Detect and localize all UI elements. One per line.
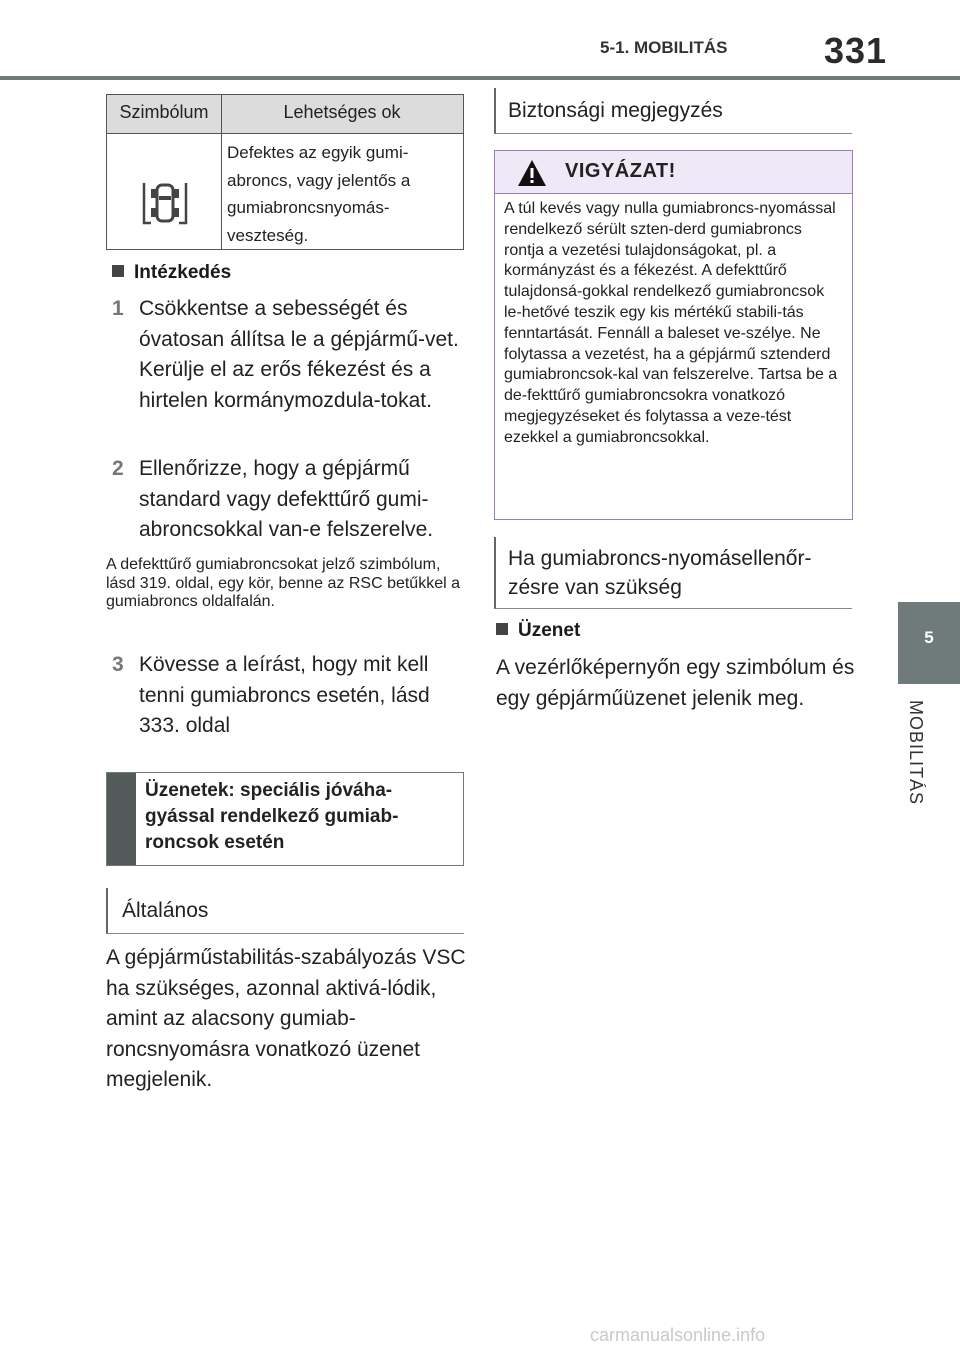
general-text: A gépjárműstabilitás-szabályozás VSC ha szükséges, azonnal aktivá-lódik, amint az alacsony gumiab-roncsnyomásra vonatkozó üzenet megjelenik. bbox=[106, 946, 466, 1091]
step-1 bbox=[112, 294, 462, 416]
step-number: 1 bbox=[112, 297, 124, 320]
general-heading-box bbox=[106, 888, 464, 934]
bullet-square-icon bbox=[112, 265, 124, 277]
symbol-table-header bbox=[107, 95, 463, 134]
step-text: Kövesse a leírást, hogy mit kell tenni gumiabroncs esetén, lásd 333. oldal bbox=[139, 653, 430, 737]
column-header-cause: Lehetséges ok bbox=[283, 102, 401, 122]
heading-intezkedes-text: Intézkedés bbox=[134, 262, 232, 283]
uzenet-text: A vezérlőképernyőn egy szimbólum és egy gépjárműüzenet jelenik meg. bbox=[496, 656, 855, 710]
messages-heading-box bbox=[106, 772, 464, 866]
warning-header bbox=[495, 151, 852, 194]
step-number: 3 bbox=[112, 653, 124, 676]
step-text: Ellenőrizze, hogy a gépjármű standard vagy defekttűrő gumi-abroncsokkal van-e felszerelve. bbox=[139, 457, 434, 541]
table-divider bbox=[221, 95, 222, 249]
tpms-heading: Ha gumiabroncs-nyomásellenőr-zésre van szükség bbox=[508, 547, 812, 599]
cause-text: Defektes az egyik gumi-abroncs, vagy jelentős a gumiabroncsnyomás-veszteség. bbox=[227, 143, 411, 245]
messages-heading: Üzenetek: speciális jóváha-gyással rendelkező gumiab-roncsok esetén bbox=[145, 780, 399, 853]
warning-title: VIGYÁZAT! bbox=[565, 160, 676, 182]
warning-text: A túl kevés vagy nulla gumiabroncs-nyomással rendelkező sérült szten-derd gumiabroncs rontja a vezetési tulajdonságokat, pl. a kormányzást és a fékezést. A defekttűrő tulajdonsá-gokkal rendelkező gumiabroncsok le-hetővé teszik egy kis mértékű stabili-tás fenntartását. Fennáll a baleset ve-szélye. Ne folytassa a vezetést, ha a gépjármű sztenderd gumiabroncsok-kal van felszerelve. Tartsa be a de-fekttűrő gumiabroncsokra vonatkozó megjegyzéseket és folytassa a veze-tést ezekkel a gumiabroncsokkal. bbox=[504, 200, 838, 446]
heading-uzenet-text: Üzenet bbox=[518, 620, 581, 641]
heading-bar bbox=[107, 773, 136, 865]
safety-heading-box bbox=[494, 88, 852, 134]
step-text: Csökkentse a sebességét és óvatosan állítsa le a gépjármű-vet. Kerülje el az erős fékezést és a hirtelen kormánymozdula-tokat. bbox=[139, 297, 459, 412]
section-title: 5-1. MOBILITÁS bbox=[600, 38, 728, 57]
bullet-square-icon bbox=[496, 623, 508, 635]
note-text: A defekttűrő gumiabroncsokat jelző szimbólum, lásd 319. oldal, egy kör, benne az RSC betűkkel a gumiabroncs oldalfalán. bbox=[106, 556, 460, 610]
heading-intezkedes bbox=[112, 262, 231, 284]
safety-heading: Biztonsági megjegyzés bbox=[508, 99, 723, 122]
warning-triangle-icon bbox=[517, 159, 547, 187]
chapter-tab-label: MOBILITÁS bbox=[906, 700, 926, 806]
heading-uzenet bbox=[496, 620, 580, 642]
warning-box bbox=[494, 150, 853, 520]
chapter-tab-number: 5 bbox=[924, 628, 934, 647]
tpms-heading-box bbox=[494, 537, 852, 609]
general-heading: Általános bbox=[122, 899, 209, 922]
symbol-table bbox=[106, 94, 464, 250]
footer-watermark[interactable]: carmanualsonline.info bbox=[590, 1325, 766, 1345]
step-2 bbox=[112, 454, 462, 546]
step-number: 2 bbox=[112, 457, 124, 480]
step-3 bbox=[112, 650, 462, 742]
column-header-symbol: Szimbólum bbox=[119, 102, 209, 122]
header-rule bbox=[0, 76, 960, 80]
page-number: 331 bbox=[824, 30, 888, 71]
tire-warning-icon bbox=[140, 180, 190, 226]
